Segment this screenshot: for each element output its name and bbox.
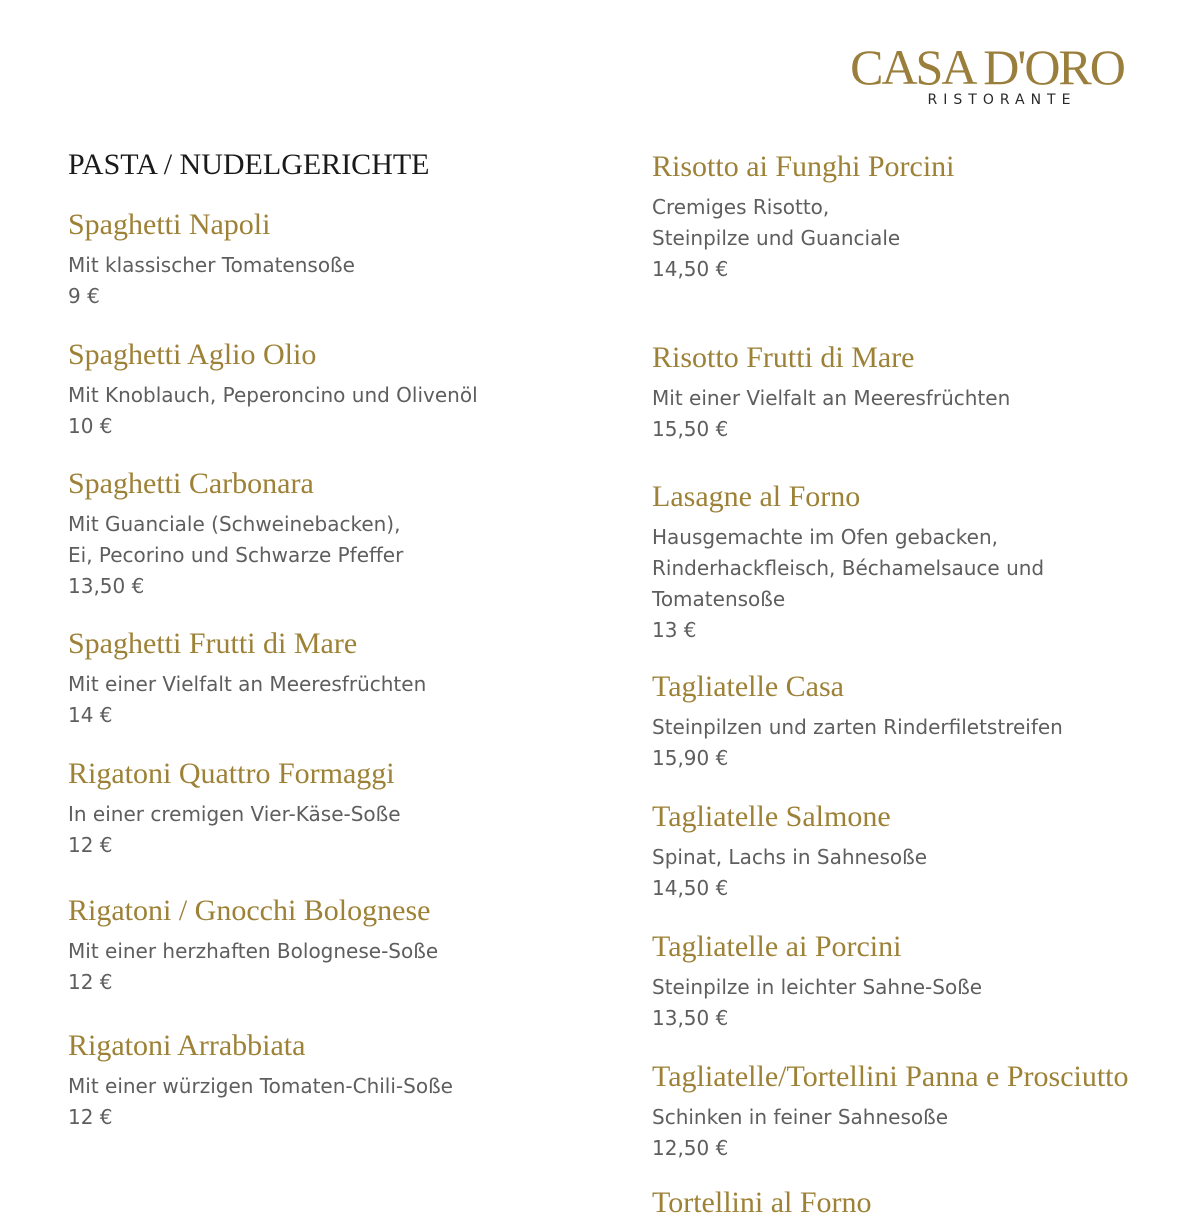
menu-item-price: 10 € [68, 414, 113, 438]
menu-item-description [68, 799, 401, 830]
menu-item-description-line: Mit einer Vielfalt an Meeresfrüchten [68, 672, 427, 696]
menu-item [652, 341, 1010, 444]
menu-item [68, 894, 438, 997]
menu-item-name: Risotto ai Funghi Porcini [652, 150, 955, 183]
menu-item-description-line: Mit Guanciale (Schweinebacken), [68, 512, 401, 536]
menu-item-description-line: Steinpilzen und zarten Rinderfiletstreifen [652, 715, 1063, 739]
menu-item [652, 800, 927, 903]
restaurant-logo [822, 40, 1152, 108]
menu-item-name: Tagliatelle Casa [652, 670, 844, 703]
menu-item-name: Rigatoni / Gnocchi Bolognese [68, 894, 431, 927]
menu-item-price: 13,50 € [652, 1006, 729, 1030]
menu-item [652, 930, 982, 1033]
logo-subtitle: RISTORANTE [927, 92, 1077, 108]
menu-item-description-line: Mit klassischer Tomatensoße [68, 253, 355, 277]
section-title: PASTA / NUDELGERICHTE [68, 148, 430, 181]
menu-item-description [652, 383, 1010, 414]
menu-item-description-line: Steinpilze in leichter Sahne-Soße [652, 975, 983, 999]
menu-item [68, 1029, 453, 1132]
menu-item-description-line: Ei, Pecorino und Schwarze Pfeffer [68, 543, 404, 567]
menu-item-price: 15,90 € [652, 746, 729, 770]
menu-item [68, 208, 355, 311]
menu-item-price: 12 € [68, 833, 113, 857]
menu-item-description-line: Mit einer herzhaften Bolognese-Soße [68, 939, 439, 963]
menu-item-description-line: Tomatensoße [652, 587, 786, 611]
menu-item-name: Lasagne al Forno [652, 480, 861, 513]
menu-item [652, 670, 1063, 773]
menu-item-description-line: Mit einer würzigen Tomaten-Chili-Soße [68, 1074, 453, 1098]
menu-item-description [652, 522, 1044, 615]
menu-item-description [652, 712, 1063, 743]
menu-item-description [68, 509, 403, 571]
menu-item-name: Spaghetti Carbonara [68, 467, 314, 500]
menu-item [652, 1060, 1129, 1163]
menu-item-name: Tagliatelle/Tortellini Panna e Prosciutto [652, 1060, 1129, 1093]
menu-item-price: 13 € [652, 618, 697, 642]
menu-item-name: Rigatoni Arrabbiata [68, 1029, 306, 1062]
menu-item-description-line: Rinderhackfleisch, Béchamelsauce und [652, 556, 1045, 580]
menu-item-description [68, 669, 426, 700]
menu-item-description [652, 1102, 1129, 1133]
menu-item-description [68, 380, 478, 411]
menu-item-description-line: Spinat, Lachs in Sahnesoße [652, 845, 928, 869]
cut-off-menu-item: Tortellini al Forno [652, 1186, 872, 1219]
menu-item-description-line: Mit Knoblauch, Peperoncino und Olivenöl [68, 383, 478, 407]
menu-item [652, 150, 955, 284]
menu-item-price: 14,50 € [652, 257, 729, 281]
menu-item-name: Rigatoni Quattro Formaggi [68, 757, 395, 790]
menu-item-name: Risotto Frutti di Mare [652, 341, 915, 374]
menu-item-price: 13,50 € [68, 574, 145, 598]
menu-item-description-line: Schinken in feiner Sahnesoße [652, 1105, 949, 1129]
menu-item-name: Spaghetti Napoli [68, 208, 271, 241]
menu-item [68, 757, 401, 860]
menu-item-price: 12,50 € [652, 1136, 729, 1160]
menu-item-description [652, 842, 927, 873]
menu-item-name: Tagliatelle Salmone [652, 800, 891, 833]
logo-name: CASA D'ORO [850, 39, 1124, 95]
menu-item-price: 14 € [68, 703, 113, 727]
menu-item-name: Tagliatelle ai Porcini [652, 930, 902, 963]
menu-item-price: 15,50 € [652, 417, 729, 441]
menu-item-price: 12 € [68, 1105, 113, 1129]
menu-item-description-line: Hausgemachte im Ofen gebacken, [652, 525, 998, 549]
menu-item-price: 9 € [68, 284, 100, 308]
menu-item-name: Spaghetti Frutti di Mare [68, 627, 358, 660]
menu-item-description-line: Cremiges Risotto, [652, 195, 830, 219]
menu-item [68, 338, 478, 441]
menu-item-price: 12 € [68, 970, 113, 994]
menu-item-description [68, 936, 438, 967]
menu-item-description [68, 1071, 453, 1102]
menu-item [68, 467, 403, 601]
menu-item [68, 627, 426, 730]
menu-item-price: 14,50 € [652, 876, 729, 900]
menu-item-description [652, 192, 955, 254]
menu-item-description-line: Mit einer Vielfalt an Meeresfrüchten [652, 386, 1011, 410]
menu-item-description-line: In einer cremigen Vier-Käse-Soße [68, 802, 401, 826]
menu-item-description-line: Steinpilze und Guanciale [652, 226, 901, 250]
menu-item-description [652, 972, 982, 1003]
menu-item-description [68, 250, 355, 281]
menu-item-name: Spaghetti Aglio Olio [68, 338, 317, 371]
menu-item [652, 480, 1044, 645]
